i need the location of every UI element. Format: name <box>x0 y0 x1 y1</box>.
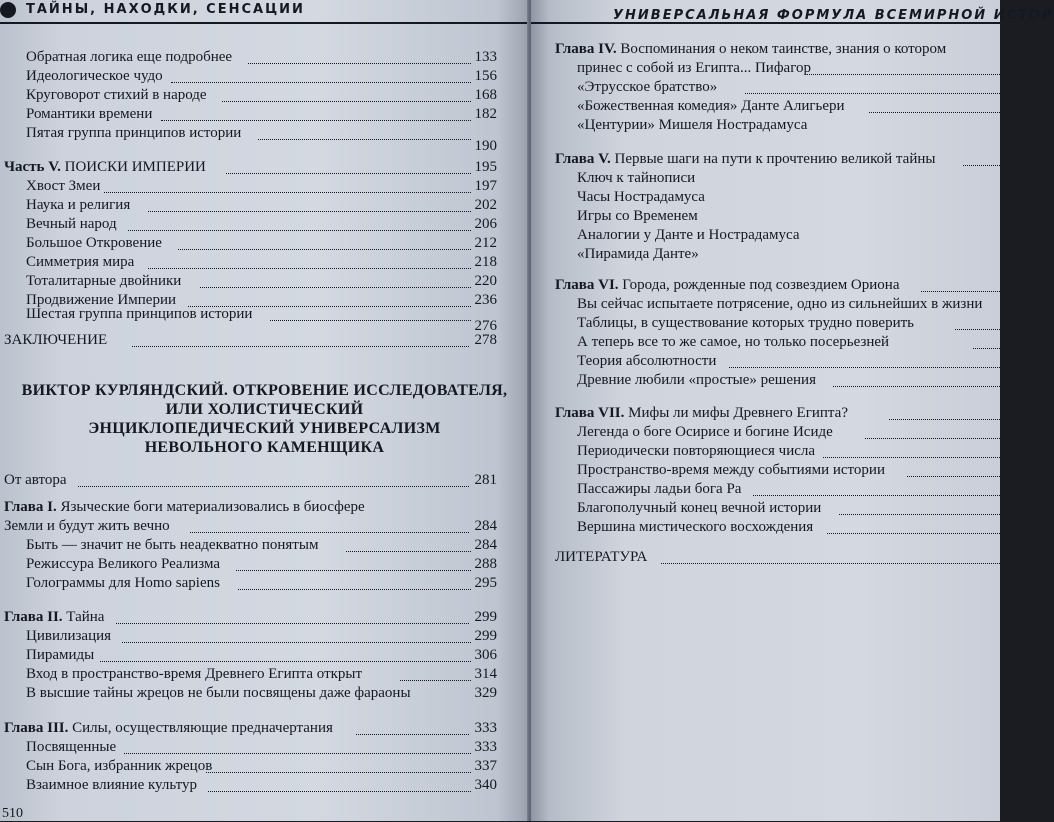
header-text: УНИВЕРСАЛЬНАЯ ФОРМУЛА ВСЕМИРНОЙ ИСТОР <box>613 8 1054 23</box>
entry-title: Вход в пространство-время Древнего Египта открыт <box>26 666 363 682</box>
toc-entry <box>26 646 497 665</box>
toc-entry <box>577 97 1000 116</box>
entry-title: Цивилизация <box>26 628 112 644</box>
entry-title: Вечный народ <box>26 216 117 232</box>
entry-page: 299 <box>474 609 497 625</box>
dot-leader <box>208 791 471 792</box>
dot-leader <box>907 476 1000 477</box>
entry-page: 182 <box>474 106 497 122</box>
entry-title: Большое Откровение <box>26 235 162 251</box>
toc-entry <box>26 574 497 593</box>
entry-title: От автора <box>4 472 67 488</box>
entry-page: 212 <box>474 235 497 251</box>
entry-page: 197 <box>474 178 497 194</box>
toc-entry <box>26 555 497 574</box>
toc-entry <box>577 245 1000 264</box>
dot-leader <box>122 642 471 643</box>
entry-page: 202 <box>474 197 497 213</box>
toc-entry <box>26 684 497 703</box>
dot-leader <box>124 753 471 754</box>
entry-title: Продвижение Империи <box>26 292 176 308</box>
dot-leader <box>148 211 471 212</box>
entry-title: Наука и религия <box>26 197 131 213</box>
dot-leader <box>356 734 469 735</box>
entry-title: Пассажиры ладьи бога Ра <box>577 481 742 497</box>
dot-leader <box>190 532 469 533</box>
dot-leader <box>807 74 1000 75</box>
toc-entry <box>577 314 1000 333</box>
entry-title: Сын Бога, избранник жрецов <box>26 758 213 774</box>
toc-entry <box>577 480 1000 499</box>
book-title-line: ИЛИ ХОЛИСТИЧЕСКИЙ <box>165 401 364 418</box>
entry-title: Пирамиды <box>26 647 95 663</box>
toc-entry <box>26 665 497 684</box>
entry-title: Легенда о боге Осирисе и богине Исиде <box>577 424 833 440</box>
entry-page: 329 <box>474 685 497 701</box>
entry-title: «Божественная комедия» Данте Алигьери <box>577 98 845 114</box>
entry-page: 314 <box>474 666 497 682</box>
toc-chapter-heading <box>4 608 497 627</box>
dot-leader <box>346 551 471 552</box>
toc-entry <box>26 272 497 291</box>
dot-leader <box>128 230 471 231</box>
toc-entry <box>26 177 497 196</box>
entry-title: Пятая группа принципов истории <box>26 125 242 141</box>
dot-leader <box>148 268 471 269</box>
toc-entry <box>26 536 497 555</box>
toc-chapter-heading <box>555 404 1000 423</box>
entry-page: 295 <box>474 575 497 591</box>
entry-title: Симметрия мира <box>26 254 135 270</box>
toc-entry <box>26 627 497 646</box>
book-title-line: ЭНЦИКЛОПЕДИЧЕСКИЙ УНИВЕРСАЛИЗМ <box>88 420 441 437</box>
entry-page: 340 <box>474 777 497 793</box>
dot-leader <box>178 249 471 250</box>
toc-entry <box>577 371 1000 390</box>
entry-page: 281 <box>474 472 497 488</box>
entry-page: 284 <box>474 518 497 534</box>
entry-page: 133 <box>474 49 497 65</box>
dot-leader <box>116 623 469 624</box>
entry-title: Часы Нострадамуса <box>577 189 705 205</box>
toc-entry <box>577 499 1000 518</box>
dot-leader <box>869 112 1000 113</box>
entry-title: Ключ к тайнописи <box>577 170 696 186</box>
entry-page: 278 <box>474 332 497 348</box>
chapter-title: Глава VII. Мифы ли мифы Древнего Египта? <box>555 405 848 421</box>
toc-entry <box>577 295 1000 314</box>
toc-entry <box>577 333 1000 352</box>
entry-title: Идеологическое чудо <box>26 68 163 84</box>
entry-page: 306 <box>474 647 497 663</box>
chapter-title-cont: Земли и будут жить вечно <box>4 518 170 534</box>
dot-leader <box>753 495 1000 496</box>
dot-leader <box>104 192 471 193</box>
toc-chapter-heading <box>555 276 1000 295</box>
toc-entry <box>26 757 497 776</box>
entry-title: Режиссура Великого Реализма <box>26 556 220 572</box>
entry-page: 220 <box>474 273 497 289</box>
toc-chapter-heading <box>4 719 497 738</box>
running-header-left <box>0 0 529 24</box>
toc-entry <box>26 215 497 234</box>
dot-leader <box>200 287 471 288</box>
entry-title: Благополучный конец вечной истории <box>577 500 822 516</box>
dot-leader <box>745 93 1000 94</box>
toc-entry <box>577 169 1000 188</box>
book-title-line: НЕВОЛЬНОГО КАМЕНЩИКА <box>144 439 385 456</box>
entry-page: 284 <box>474 537 497 553</box>
entry-page: 333 <box>474 720 497 736</box>
dot-leader <box>236 570 471 571</box>
entry-title: Быть — значит не быть неадекватно понятым <box>26 537 319 553</box>
toc-chapter-heading <box>555 150 1000 169</box>
chapter-heading: Глава IV. Воспоминания о неком таинстве, знания о котором <box>555 41 947 57</box>
entry-title: Вершина мистического восхождения <box>577 519 814 535</box>
chapter-title: Глава III. Силы, осуществляющие предначертания <box>4 720 333 736</box>
toc-entry <box>26 196 497 215</box>
toc-conclusion <box>4 331 497 350</box>
dot-leader <box>661 563 1000 564</box>
chapter-title: Глава II. Тайна <box>4 609 105 625</box>
entry-page: 156 <box>474 68 497 84</box>
entry-title: Вы сейчас испытаете потрясение, одно из сильнейших в жизни <box>577 296 983 312</box>
entry-title: Древние любили «простые» решения <box>577 372 816 388</box>
dot-leader <box>921 291 1000 292</box>
entry-title: ЗАКЛЮЧЕНИЕ <box>4 332 108 348</box>
dot-leader <box>963 165 1000 166</box>
entry-page: 236 <box>474 292 497 308</box>
toc-chapter-cont <box>577 59 1000 78</box>
entry-page: 337 <box>474 758 497 774</box>
entry-page: 276 <box>474 318 497 334</box>
dot-leader <box>248 63 471 64</box>
entry-page: 299 <box>474 628 497 644</box>
entry-page: 288 <box>474 556 497 572</box>
toc-entry <box>577 518 1000 537</box>
entry-title: Тоталитарные двойники <box>26 273 182 289</box>
toc-entry <box>26 253 497 272</box>
entry-page: 190 <box>474 138 497 154</box>
entry-title: Голограммы для Homo sapiens <box>26 575 220 591</box>
chapter-heading: Глава I. Языческие боги материализовались в биосфере <box>4 499 365 515</box>
toc-entry <box>26 86 497 105</box>
chapter-title: Глава V. Первые шаги на пути к прочтению великой тайны <box>555 151 936 167</box>
toc-entry <box>26 305 497 334</box>
dot-leader <box>206 772 471 773</box>
dot-leader <box>226 173 471 174</box>
toc-entry <box>26 48 497 67</box>
dot-leader <box>222 101 471 102</box>
toc-entry <box>26 776 497 795</box>
toc-entry <box>26 234 497 253</box>
entry-title: А теперь все то же самое, но только посерьезней <box>577 334 890 350</box>
entry-title: Пространство-время между событиями истории <box>577 462 885 478</box>
dot-leader <box>955 329 1000 330</box>
dot-leader <box>827 533 1000 534</box>
right-page <box>531 0 1054 821</box>
entry-title: «Центурии» Мишеля Нострадамуса <box>577 117 808 133</box>
toc-entry <box>577 461 1000 480</box>
toc-entry <box>26 67 497 86</box>
toc-entry <box>577 188 1000 207</box>
entry-title: Периодически повторяющиеся числа <box>577 443 816 459</box>
entry-page: 333 <box>474 739 497 755</box>
dot-leader <box>238 589 471 590</box>
toc-entry <box>577 116 1000 135</box>
dot-leader <box>171 82 471 83</box>
toc-entry-page-row <box>26 124 497 154</box>
toc-entry <box>577 352 1000 371</box>
dot-leader <box>889 419 1000 420</box>
entry-title: Игры со Временем <box>577 208 698 224</box>
entry-page: 206 <box>474 216 497 232</box>
entry-page: 168 <box>474 87 497 103</box>
dot-leader <box>833 386 1000 387</box>
toc-entry <box>26 738 497 757</box>
entry-title: Теория абсолютности <box>577 353 717 369</box>
book-title-line: ВИКТОР КУРЛЯНДСКИЙ. ОТКРОВЕНИЕ ИССЛЕДОВАТЕЛЯ, <box>21 382 508 399</box>
dot-leader <box>100 661 471 662</box>
part-title: Часть V. ПОИСКИ ИМПЕРИИ <box>4 159 206 175</box>
toc-entry <box>577 78 1000 97</box>
toc-entry <box>4 471 497 490</box>
entry-title: Таблицы, в существование которых трудно поверить <box>577 315 915 331</box>
toc-literature <box>555 548 1000 567</box>
chapter-title-cont: принес с собой из Египта... Пифагор <box>577 60 811 76</box>
header-ornament-icon <box>0 2 16 18</box>
entry-title: Аналогии у Данте и Нострадамуса <box>577 227 800 243</box>
toc-entry <box>577 207 1000 226</box>
dot-leader <box>865 438 1000 439</box>
dot-leader <box>161 120 471 121</box>
entry-title: Посвященные <box>26 739 117 755</box>
entry-title: Хвост Змеи <box>26 178 101 194</box>
entry-title: «Пирамида Данте» <box>577 246 699 262</box>
entry-title: Обратная логика еще подробнее <box>26 49 233 65</box>
dot-leader <box>270 320 471 321</box>
dot-leader <box>973 348 1000 349</box>
toc-entry <box>26 105 497 124</box>
entry-title: Взаимное влияние культур <box>26 777 198 793</box>
entry-title: В высшие тайны жрецов не были посвящены даже фараоны <box>26 685 411 701</box>
toc-part-heading <box>4 158 497 177</box>
page-number: 510 <box>2 806 23 821</box>
toc-entry <box>577 423 1000 442</box>
entry-title: ЛИТЕРАТУРА <box>555 549 648 565</box>
toc-entry <box>577 226 1000 245</box>
dot-leader <box>132 346 469 347</box>
dot-leader <box>78 486 469 487</box>
entry-page: 218 <box>474 254 497 270</box>
running-header-right <box>531 0 1054 24</box>
dot-leader <box>823 457 1000 458</box>
toc-chapter-cont <box>4 517 497 536</box>
dot-leader <box>839 514 1000 515</box>
entry-title: Шестая группа принципов истории <box>26 306 253 322</box>
entry-title: Романтики времени <box>26 106 153 122</box>
dot-leader <box>400 680 471 681</box>
entry-page: 195 <box>474 159 497 175</box>
entry-title: Круговорот стихий в народе <box>26 87 207 103</box>
chapter-title: Глава VI. Города, рожденные под созвездием Ориона <box>555 277 900 293</box>
entry-title: «Этрусское братство» <box>577 79 718 95</box>
header-text: ТАЙНЫ, НАХОДКИ, СЕНСАЦИИ <box>26 2 305 17</box>
toc-entry <box>577 442 1000 461</box>
dot-leader <box>729 367 1000 368</box>
